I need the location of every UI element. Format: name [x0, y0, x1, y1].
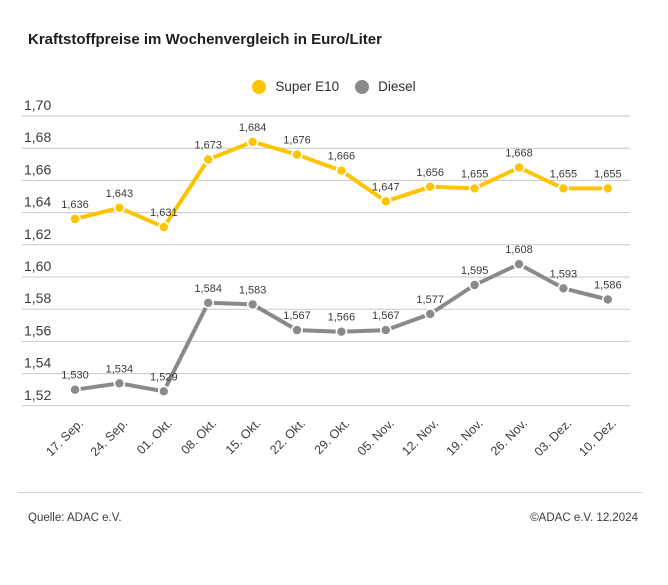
data-point-label-super-e10: 1,684	[238, 121, 267, 134]
y-tick-label: 1,68	[24, 129, 52, 146]
x-tick-label: 03. Dez.	[531, 416, 575, 460]
y-tick-label: 1,52	[24, 386, 52, 403]
data-point-super-e10	[470, 183, 480, 193]
y-tick-label: 1,58	[24, 290, 52, 307]
data-point-super-e10	[292, 150, 302, 160]
data-point-diesel	[514, 259, 524, 269]
data-point-label-super-e10: 1,655	[460, 168, 489, 181]
data-point-label-diesel: 1,566	[327, 311, 356, 324]
data-point-label-super-e10: 1,643	[105, 187, 134, 200]
data-point-super-e10	[70, 214, 80, 224]
legend-label-diesel: Diesel	[378, 79, 416, 94]
data-point-super-e10	[514, 163, 524, 173]
data-point-super-e10	[203, 155, 213, 165]
data-point-label-diesel: 1,595	[460, 265, 489, 277]
y-tick-label: 1,54	[24, 354, 52, 371]
data-point-label-super-e10: 1,666	[327, 150, 356, 163]
data-point-label-diesel: 1,567	[283, 310, 311, 323]
data-point-diesel	[70, 385, 80, 395]
data-point-diesel	[470, 280, 480, 290]
data-point-label-super-e10: 1,655	[594, 168, 622, 181]
data-point-label-diesel: 1,608	[505, 244, 533, 257]
data-point-label-diesel: 1,584	[194, 282, 222, 295]
chart-title: Kraftstoffpreise im Wochenvergleich in Euro/Liter	[28, 31, 382, 48]
data-point-label-diesel: 1,534	[105, 363, 134, 376]
x-tick-label: 12. Nov.	[399, 416, 442, 459]
y-tick-label: 1,56	[24, 322, 52, 339]
data-point-diesel	[336, 327, 346, 337]
data-point-label-super-e10: 1,656	[416, 166, 444, 179]
data-point-label-diesel: 1,530	[61, 369, 89, 382]
data-point-label-diesel: 1,577	[416, 294, 444, 306]
x-tick-label: 26. Nov.	[487, 416, 531, 459]
x-tick-label: 01. Okt.	[134, 416, 175, 458]
data-point-label-super-e10: 1,647	[372, 181, 400, 194]
data-point-super-e10	[603, 183, 613, 193]
data-point-diesel	[603, 295, 613, 305]
data-point-super-e10	[425, 182, 435, 192]
y-tick-label: 1,62	[24, 225, 52, 242]
data-point-label-super-e10: 1,676	[283, 134, 311, 147]
x-tick-label: 15. Okt.	[222, 416, 264, 458]
y-tick-label: 1,66	[24, 161, 52, 178]
x-tick-label: 29. Okt.	[311, 416, 353, 458]
data-point-label-diesel: 1,583	[238, 284, 267, 297]
x-tick-label: 17. Sep.	[43, 416, 87, 460]
data-point-diesel	[248, 299, 258, 309]
data-point-label-super-e10: 1,631	[150, 207, 178, 220]
data-point-diesel	[203, 298, 213, 308]
x-tick-label: 08. Okt.	[178, 416, 220, 458]
data-point-label-super-e10: 1,668	[505, 147, 533, 160]
data-point-label-diesel: 1,586	[594, 279, 622, 292]
data-point-super-e10	[159, 222, 169, 232]
data-point-super-e10	[248, 137, 258, 147]
data-point-diesel	[114, 378, 124, 388]
data-point-diesel	[558, 283, 568, 293]
data-point-diesel	[425, 309, 435, 319]
x-tick-label: 19. Nov.	[443, 416, 486, 459]
data-point-super-e10	[336, 166, 346, 176]
data-point-label-super-e10: 1,636	[61, 199, 89, 211]
legend-label-super-e10: Super E10	[275, 79, 340, 94]
data-point-super-e10	[558, 183, 568, 193]
x-tick-label: 10. Dez.	[576, 416, 619, 460]
data-point-super-e10	[114, 203, 124, 213]
y-tick-label: 1,70	[24, 97, 52, 113]
data-point-label-diesel: 1,593	[549, 268, 578, 281]
copyright-note: ©ADAC e.V. 12.2024	[530, 512, 638, 524]
x-tick-label: 22. Okt.	[267, 416, 309, 458]
data-point-label-diesel: 1,529	[150, 371, 178, 384]
x-tick-label: 24. Sep.	[87, 416, 131, 460]
data-point-super-e10	[381, 196, 391, 206]
source-note: Quelle: ADAC e.V.	[28, 512, 122, 524]
data-point-diesel	[292, 325, 302, 335]
y-tick-label: 1,64	[24, 193, 52, 210]
x-tick-label: 05. Nov.	[354, 416, 397, 459]
data-point-diesel	[381, 325, 391, 335]
data-point-label-diesel: 1,567	[372, 310, 400, 323]
data-point-diesel	[159, 386, 169, 396]
footer-divider	[18, 492, 642, 493]
data-point-label-super-e10: 1,655	[549, 168, 578, 181]
y-tick-label: 1,60	[24, 258, 52, 274]
data-point-label-super-e10: 1,673	[194, 139, 222, 152]
